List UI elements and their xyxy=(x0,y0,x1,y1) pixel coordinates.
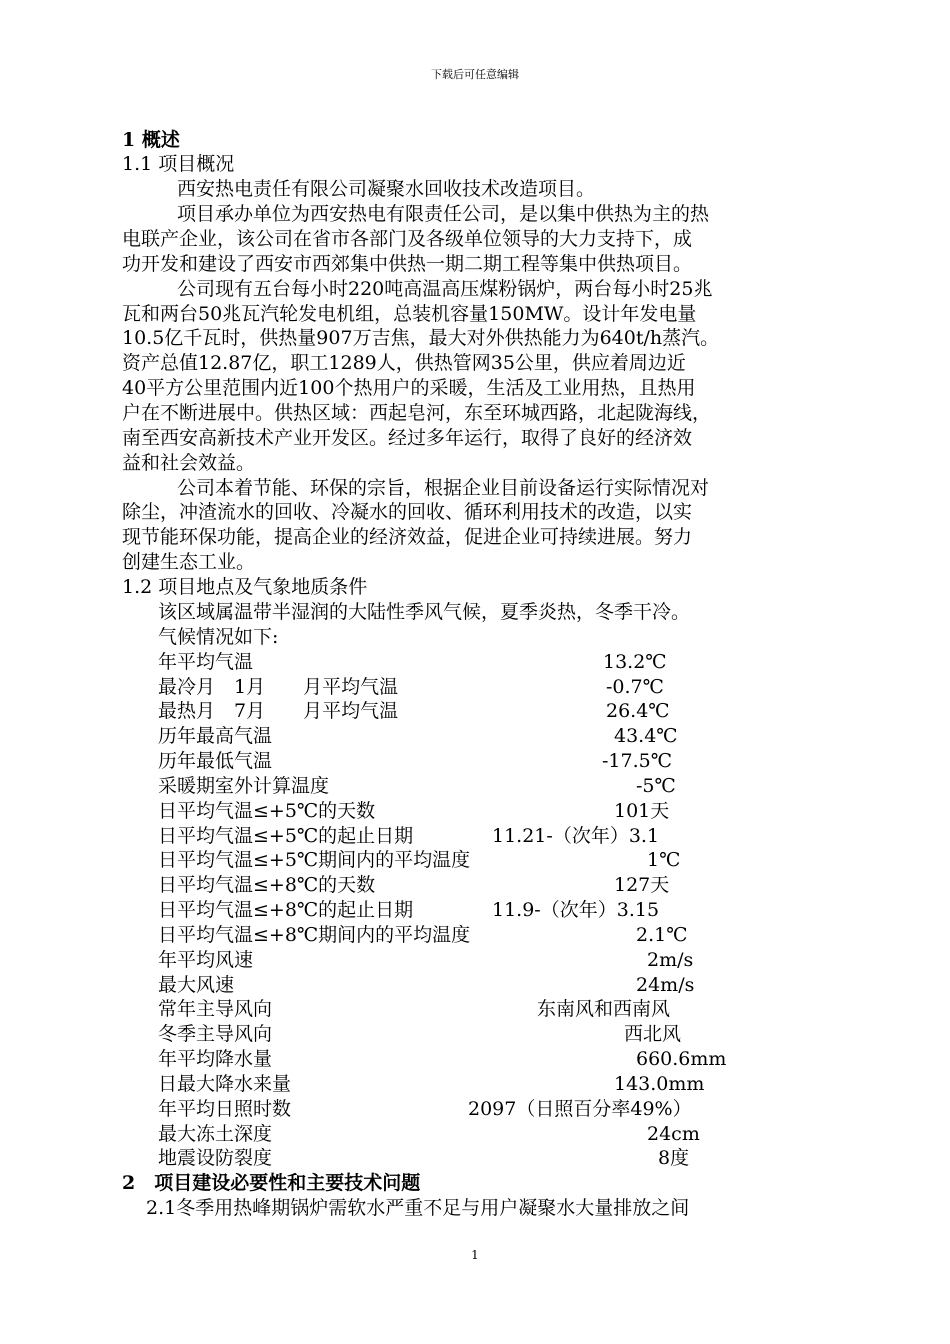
section-1-title: 1 概述 xyxy=(122,129,180,151)
section-1-2-title: 1.2 项目地点及气象地质条件 xyxy=(122,576,368,598)
paragraph-line: 现节能环保功能，提高企业的经济效益，促进企业可持续进展。努力 xyxy=(122,526,693,548)
paragraph-line: 公司现有五台每小时220吨高温高压煤粉锅炉，两台每小时25兆 xyxy=(177,278,713,300)
paragraph-line: 瓦和两台50兆瓦汽轮发电机组，总装机容量150MW。设计年发电量 xyxy=(122,303,697,325)
climate-value: -0.7℃ xyxy=(606,676,664,698)
climate-value: 2097（日照百分率49%） xyxy=(468,1098,692,1120)
climate-label: 冬季主导风向 xyxy=(158,1023,273,1045)
paragraph-line: 南至西安高新技术产业开发区。经过多年运行，取得了良好的经济效 xyxy=(122,427,693,449)
climate-value: 660.6mm xyxy=(636,1048,727,1070)
climate-value: 26.4℃ xyxy=(606,700,670,722)
climate-label: 历年最高气温 xyxy=(158,725,273,747)
climate-value: 24m/s xyxy=(636,974,695,996)
paragraph-line: 户在不断进展中。供热区域：西起皂河，东至环城西路，北起陇海线， xyxy=(122,402,712,424)
climate-label: 历年最低气温 xyxy=(158,750,273,772)
climate-value: 11.21-（次年）3.1 xyxy=(492,825,660,847)
paragraph-line: 40平方公里范围内近100个热用户的采暖，生活及工业用热，且热用 xyxy=(122,377,696,399)
climate-label: 年平均日照时数 xyxy=(158,1098,292,1120)
climate-label: 年平均气温 xyxy=(158,651,254,673)
climate-value: 24cm xyxy=(647,1123,700,1145)
paragraph-line: 西安热电责任有限公司凝聚水回收技术改造项目。 xyxy=(177,178,596,200)
paragraph-line: 创建生态工业。 xyxy=(122,551,256,573)
climate-label: 日平均气温≤+5℃的天数 xyxy=(158,800,376,822)
climate-label: 最大冻土深度 xyxy=(158,1123,273,1145)
climate-label: 常年主导风向 xyxy=(158,998,273,1020)
climate-value: 西北风 xyxy=(624,1023,682,1045)
climate-label: 日平均气温≤+8℃的天数 xyxy=(158,874,376,896)
paragraph-line: 公司本着节能、环保的宗旨，根据企业目前设备运行实际情况对 xyxy=(177,477,710,499)
section-2-1-line: 2.1冬季用热峰期锅炉需软水严重不足与用户凝聚水大量排放之间 xyxy=(146,1197,690,1219)
climate-value: 143.0mm xyxy=(614,1073,705,1095)
paragraph-line: 电联产企业，该公司在省市各部门及各级单位领导的大力支持下，成 xyxy=(122,228,693,250)
climate-label: 日最大降水来量 xyxy=(158,1073,292,1095)
climate-label: 日平均气温≤+8℃的起止日期 xyxy=(158,899,414,921)
climate-label: 最热月 7月 月平均气温 xyxy=(158,700,399,722)
climate-value: -17.5℃ xyxy=(602,750,672,772)
paragraph-line: 项目承办单位为西安热电有限责任公司，是以集中供热为主的热 xyxy=(177,203,710,225)
climate-value: 43.4℃ xyxy=(614,725,678,747)
climate-value: 8度 xyxy=(658,1147,690,1169)
climate-value: -5℃ xyxy=(636,775,676,797)
climate-value: 11.9-（次年）3.15 xyxy=(492,899,660,921)
climate-value: 2m/s xyxy=(647,949,694,971)
page-header: 下载后可任意编辑 xyxy=(431,68,519,81)
climate-value: 101天 xyxy=(614,800,670,822)
climate-value: 127天 xyxy=(614,874,670,896)
climate-intro-line: 气候情况如下: xyxy=(158,626,279,648)
paragraph-line: 益和社会效益。 xyxy=(122,452,256,474)
paragraph-line: 10.5亿千瓦时，供热量907万吉焦，最大对外供热能力为640t/h蒸汽。 xyxy=(122,327,720,349)
climate-value: 13.2℃ xyxy=(603,651,667,673)
climate-label: 最大风速 xyxy=(158,974,235,996)
paragraph-line: 功开发和建设了西安市西郊集中供热一期二期工程等集中供热项目。 xyxy=(122,253,693,275)
section-1-1-title: 1.1 项目概况 xyxy=(122,153,235,175)
section-2-title: 2 项目建设必要性和主要技术问题 xyxy=(122,1172,421,1194)
climate-label: 地震设防裂度 xyxy=(158,1147,273,1169)
climate-label: 年平均降水量 xyxy=(158,1048,273,1070)
climate-label: 日平均气温≤+5℃期间内的平均温度 xyxy=(158,849,471,871)
climate-label: 采暖期室外计算温度 xyxy=(158,775,330,797)
paragraph-line: 除尘，冲渣流水的回收、冷凝水的回收、循环利用技术的改造，以实 xyxy=(122,501,693,523)
climate-value: 1℃ xyxy=(647,849,681,871)
climate-value: 2.1℃ xyxy=(636,924,688,946)
climate-value: 东南风和西南风 xyxy=(537,998,671,1020)
climate-label: 日平均气温≤+5℃的起止日期 xyxy=(158,825,414,847)
climate-label: 年平均风速 xyxy=(158,949,254,971)
climate-label: 最冷月 1月 月平均气温 xyxy=(158,676,399,698)
climate-intro-line: 该区域属温带半湿润的大陆性季风气候，夏季炎热，冬季干冷。 xyxy=(158,601,691,623)
page-number: 1 xyxy=(471,1248,479,1262)
climate-label: 日平均气温≤+8℃期间内的平均温度 xyxy=(158,924,471,946)
paragraph-line: 资产总值12.87亿，职工1289人，供热管网35公里，供应着周边近 xyxy=(122,352,686,374)
